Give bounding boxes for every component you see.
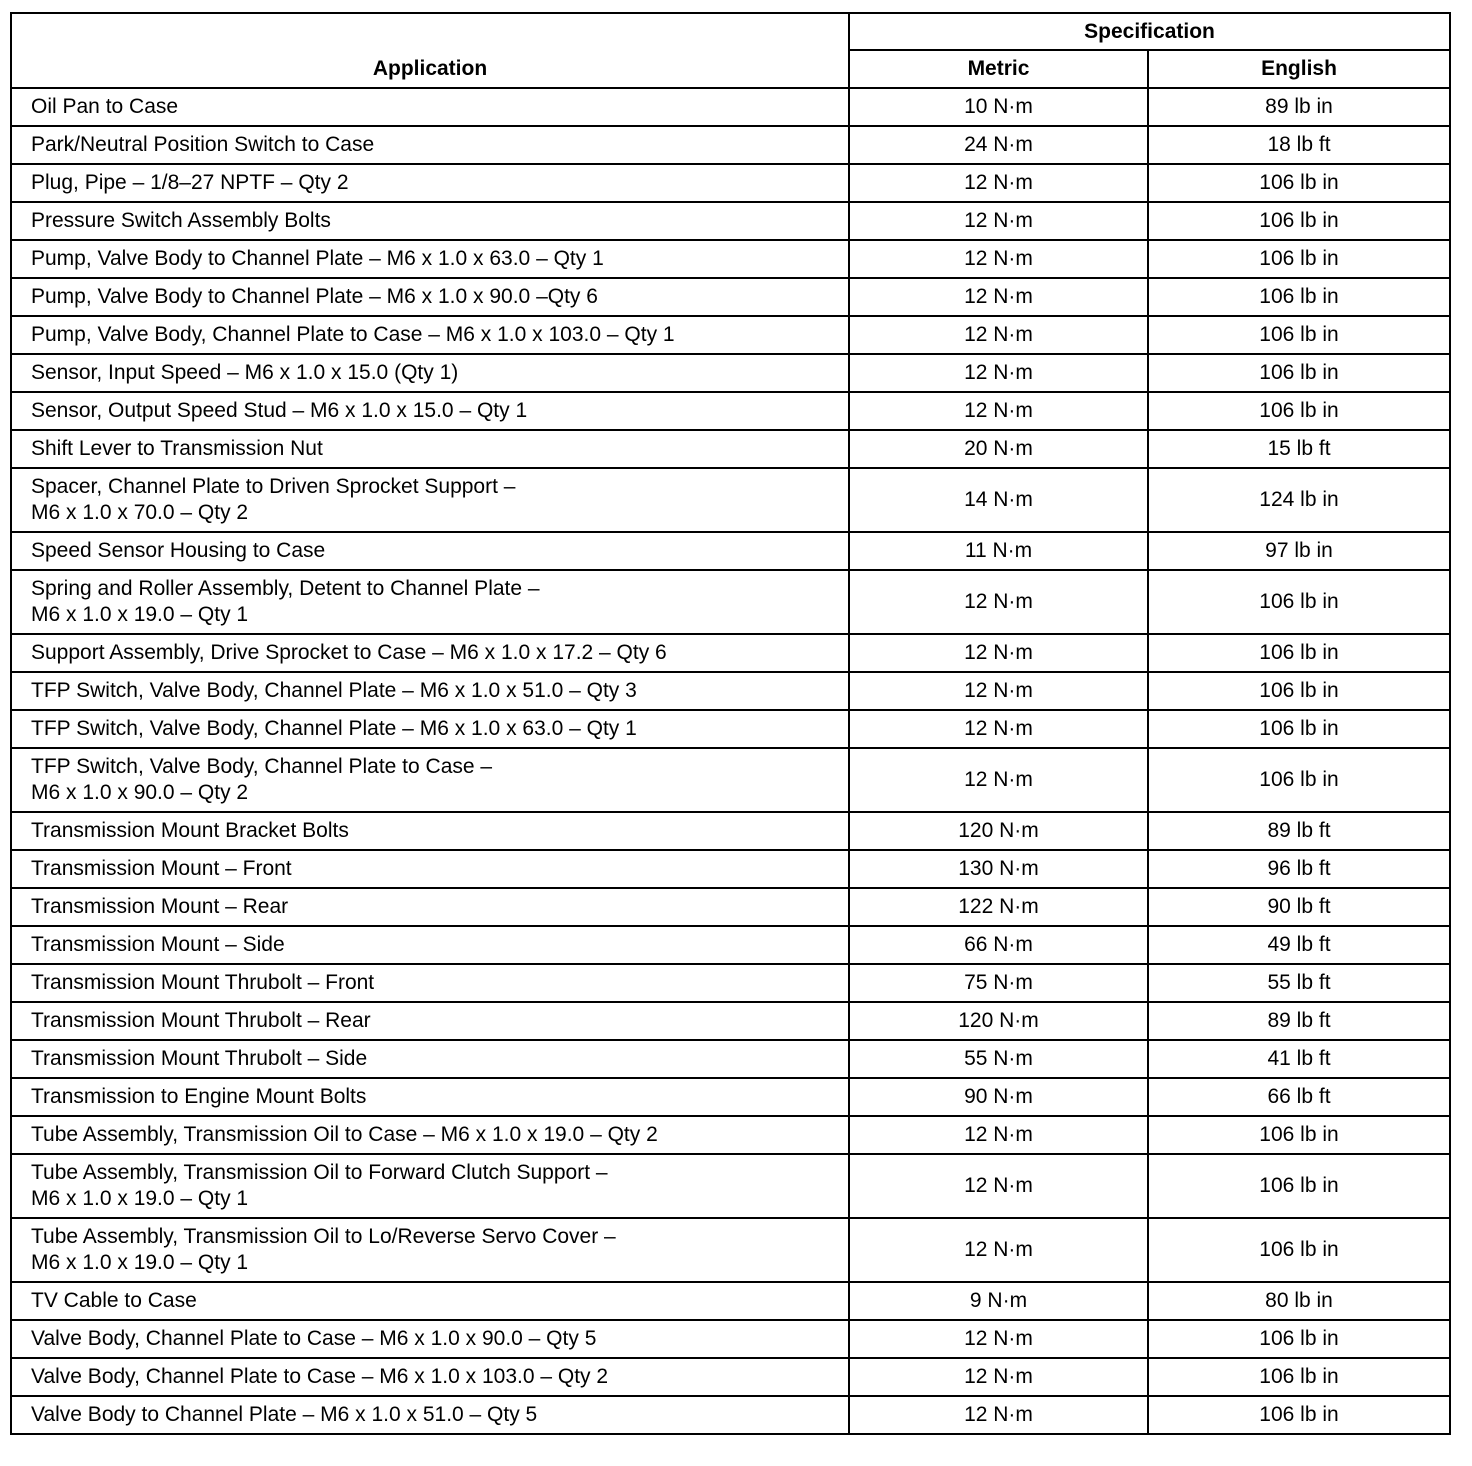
english-cell: 106 lb in [1148, 1116, 1450, 1154]
table-row [11, 1154, 1450, 1218]
metric-cell: 12 N·m [849, 392, 1148, 430]
metric-cell: 12 N·m [849, 672, 1148, 710]
application-cell [11, 1218, 849, 1282]
header-specification: Specification [849, 13, 1450, 50]
table-row [11, 888, 1450, 926]
application-text-line: Pump, Valve Body, Channel Plate to Case – M6 x 1.0 x 103.0 – Qty 1 [31, 323, 675, 346]
application-text-line: TV Cable to Case [31, 1289, 197, 1312]
table-row [11, 672, 1450, 710]
table-row [11, 1040, 1450, 1078]
english-cell: 106 lb in [1148, 1218, 1450, 1282]
application-cell [11, 1282, 849, 1320]
english-cell: 106 lb in [1148, 748, 1450, 812]
metric-cell: 12 N·m [849, 710, 1148, 748]
english-cell: 80 lb in [1148, 1282, 1450, 1320]
application-text-line: Transmission Mount Thrubolt – Side [31, 1047, 368, 1070]
application-cell [11, 964, 849, 1002]
application-text-line: Valve Body to Channel Plate – M6 x 1.0 x 51.0 – Qty 5 [31, 1403, 538, 1426]
english-cell: 89 lb in [1148, 88, 1450, 126]
english-cell: 90 lb ft [1148, 888, 1450, 926]
application-cell [11, 710, 849, 748]
metric-cell: 12 N·m [849, 316, 1148, 354]
english-cell: 106 lb in [1148, 354, 1450, 392]
header-metric: Metric [849, 50, 1148, 88]
application-cell [11, 164, 849, 202]
metric-cell: 12 N·m [849, 278, 1148, 316]
metric-cell: 24 N·m [849, 126, 1148, 164]
application-text-line: Spring and Roller Assembly, Detent to Channel Plate – [31, 577, 540, 600]
metric-cell: 75 N·m [849, 964, 1148, 1002]
english-cell: 55 lb ft [1148, 964, 1450, 1002]
table-row [11, 926, 1450, 964]
table-body [11, 88, 1450, 1434]
application-cell [11, 1116, 849, 1154]
application-text-line: Tube Assembly, Transmission Oil to Case – M6 x 1.0 x 19.0 – Qty 2 [31, 1123, 658, 1146]
application-text-line: Sensor, Output Speed Stud – M6 x 1.0 x 15.0 – Qty 1 [31, 399, 528, 422]
english-cell: 49 lb ft [1148, 926, 1450, 964]
table-row [11, 570, 1450, 634]
application-text-line: Pressure Switch Assembly Bolts [31, 209, 331, 232]
application-cell [11, 354, 849, 392]
metric-cell: 66 N·m [849, 926, 1148, 964]
application-cell [11, 634, 849, 672]
application-text-line: Tube Assembly, Transmission Oil to Forward Clutch Support – [31, 1161, 608, 1184]
english-cell: 106 lb in [1148, 634, 1450, 672]
metric-cell: 120 N·m [849, 812, 1148, 850]
table-row [11, 1002, 1450, 1040]
application-text-line: M6 x 1.0 x 90.0 – Qty 2 [31, 781, 249, 804]
application-cell [11, 1154, 849, 1218]
metric-cell: 130 N·m [849, 850, 1148, 888]
application-text-line: Transmission Mount Bracket Bolts [31, 819, 349, 842]
torque-specification-table [10, 12, 1451, 1435]
table-row [11, 812, 1450, 850]
table-row [11, 748, 1450, 812]
application-text-line: M6 x 1.0 x 70.0 – Qty 2 [31, 501, 249, 524]
application-text-line: Transmission Mount Thrubolt – Rear [31, 1009, 371, 1032]
application-text-line: Plug, Pipe – 1/8–27 NPTF – Qty 2 [31, 171, 349, 194]
table-row [11, 1320, 1450, 1358]
application-text-line: M6 x 1.0 x 19.0 – Qty 1 [31, 1251, 249, 1274]
application-text-line: Transmission Mount – Side [31, 933, 285, 956]
english-cell: 15 lb ft [1148, 430, 1450, 468]
metric-cell: 12 N·m [849, 1396, 1148, 1434]
metric-cell: 20 N·m [849, 430, 1148, 468]
application-cell [11, 812, 849, 850]
table-row [11, 634, 1450, 672]
table-row [11, 964, 1450, 1002]
english-cell: 106 lb in [1148, 672, 1450, 710]
application-cell [11, 316, 849, 354]
english-cell: 66 lb ft [1148, 1078, 1450, 1116]
application-text-line: Speed Sensor Housing to Case [31, 539, 326, 562]
application-text-line: TFP Switch, Valve Body, Channel Plate – M6 x 1.0 x 51.0 – Qty 3 [31, 679, 637, 702]
application-cell [11, 392, 849, 430]
metric-cell: 12 N·m [849, 164, 1148, 202]
english-cell: 106 lb in [1148, 278, 1450, 316]
table-row [11, 202, 1450, 240]
english-cell: 124 lb in [1148, 468, 1450, 532]
metric-cell: 12 N·m [849, 1218, 1148, 1282]
english-cell: 18 lb ft [1148, 126, 1450, 164]
application-text-line: Sensor, Input Speed – M6 x 1.0 x 15.0 (Qty 1) [31, 361, 459, 384]
application-text-line: Pump, Valve Body to Channel Plate – M6 x 1.0 x 63.0 – Qty 1 [31, 247, 604, 270]
application-text-line: Support Assembly, Drive Sprocket to Case – M6 x 1.0 x 17.2 – Qty 6 [31, 641, 667, 664]
application-cell [11, 926, 849, 964]
english-cell: 97 lb in [1148, 532, 1450, 570]
metric-cell: 12 N·m [849, 354, 1148, 392]
application-text-line: Valve Body, Channel Plate to Case – M6 x 1.0 x 90.0 – Qty 5 [31, 1327, 597, 1350]
application-text-line: TFP Switch, Valve Body, Channel Plate to Case – [31, 755, 493, 778]
table-row [11, 532, 1450, 570]
application-text-line: TFP Switch, Valve Body, Channel Plate – M6 x 1.0 x 63.0 – Qty 1 [31, 717, 637, 740]
metric-cell: 120 N·m [849, 1002, 1148, 1040]
application-text-line: Park/Neutral Position Switch to Case [31, 133, 375, 156]
english-cell: 106 lb in [1148, 240, 1450, 278]
metric-cell: 12 N·m [849, 1116, 1148, 1154]
english-cell: 89 lb ft [1148, 1002, 1450, 1040]
application-text-line: Transmission Mount – Front [31, 857, 292, 880]
english-cell: 106 lb in [1148, 1396, 1450, 1434]
application-cell [11, 748, 849, 812]
application-cell [11, 430, 849, 468]
application-cell [11, 1396, 849, 1434]
table-row [11, 430, 1450, 468]
application-cell [11, 672, 849, 710]
english-cell: 106 lb in [1148, 710, 1450, 748]
table-row [11, 1396, 1450, 1434]
application-text-line: Tube Assembly, Transmission Oil to Lo/Reverse Servo Cover – [31, 1225, 616, 1248]
table-row [11, 278, 1450, 316]
english-cell: 106 lb in [1148, 1358, 1450, 1396]
application-text-line: Oil Pan to Case [31, 95, 179, 118]
english-cell: 41 lb ft [1148, 1040, 1450, 1078]
english-cell: 106 lb in [1148, 1154, 1450, 1218]
table-row [11, 126, 1450, 164]
table-row [11, 1358, 1450, 1396]
application-cell [11, 88, 849, 126]
header-application: Application [11, 13, 849, 88]
table-row [11, 316, 1450, 354]
metric-cell: 55 N·m [849, 1040, 1148, 1078]
application-cell [11, 850, 849, 888]
application-text-line: Transmission Mount – Rear [31, 895, 289, 918]
table-row [11, 240, 1450, 278]
metric-cell: 12 N·m [849, 634, 1148, 672]
table-row [11, 354, 1450, 392]
application-text-line: Shift Lever to Transmission Nut [31, 437, 323, 460]
english-cell: 96 lb ft [1148, 850, 1450, 888]
application-cell [11, 202, 849, 240]
table-row [11, 710, 1450, 748]
application-cell [11, 888, 849, 926]
table-row [11, 1282, 1450, 1320]
application-cell [11, 278, 849, 316]
application-cell [11, 240, 849, 278]
application-cell [11, 1040, 849, 1078]
metric-cell: 12 N·m [849, 748, 1148, 812]
metric-cell: 12 N·m [849, 1320, 1148, 1358]
application-text-line: Transmission to Engine Mount Bolts [31, 1085, 367, 1108]
table-row [11, 1218, 1450, 1282]
application-cell [11, 1078, 849, 1116]
metric-cell: 12 N·m [849, 1154, 1148, 1218]
table-row [11, 468, 1450, 532]
application-cell [11, 468, 849, 532]
metric-cell: 12 N·m [849, 1358, 1148, 1396]
english-cell: 106 lb in [1148, 164, 1450, 202]
header-english: English [1148, 50, 1450, 88]
metric-cell: 10 N·m [849, 88, 1148, 126]
english-cell: 106 lb in [1148, 570, 1450, 634]
application-text-line: M6 x 1.0 x 19.0 – Qty 1 [31, 1187, 249, 1210]
application-text-line: Pump, Valve Body to Channel Plate – M6 x 1.0 x 90.0 –Qty 6 [31, 285, 598, 308]
application-text-line: M6 x 1.0 x 19.0 – Qty 1 [31, 603, 249, 626]
table-row [11, 850, 1450, 888]
metric-cell: 14 N·m [849, 468, 1148, 532]
table-row [11, 88, 1450, 126]
metric-cell: 12 N·m [849, 570, 1148, 634]
metric-cell: 11 N·m [849, 532, 1148, 570]
application-cell [11, 570, 849, 634]
english-cell: 89 lb ft [1148, 812, 1450, 850]
application-cell [11, 1320, 849, 1358]
english-cell: 106 lb in [1148, 392, 1450, 430]
metric-cell: 90 N·m [849, 1078, 1148, 1116]
application-text-line: Spacer, Channel Plate to Driven Sprocket Support – [31, 475, 516, 498]
metric-cell: 9 N·m [849, 1282, 1148, 1320]
application-cell [11, 126, 849, 164]
application-cell [11, 1358, 849, 1396]
application-cell [11, 1002, 849, 1040]
table-row [11, 392, 1450, 430]
metric-cell: 12 N·m [849, 202, 1148, 240]
application-text-line: Valve Body, Channel Plate to Case – M6 x 1.0 x 103.0 – Qty 2 [31, 1365, 609, 1388]
table-row [11, 1078, 1450, 1116]
metric-cell: 12 N·m [849, 240, 1148, 278]
english-cell: 106 lb in [1148, 1320, 1450, 1358]
table-row [11, 1116, 1450, 1154]
application-cell [11, 532, 849, 570]
application-text-line: Transmission Mount Thrubolt – Front [31, 971, 375, 994]
table-row [11, 164, 1450, 202]
english-cell: 106 lb in [1148, 316, 1450, 354]
english-cell: 106 lb in [1148, 202, 1450, 240]
metric-cell: 122 N·m [849, 888, 1148, 926]
